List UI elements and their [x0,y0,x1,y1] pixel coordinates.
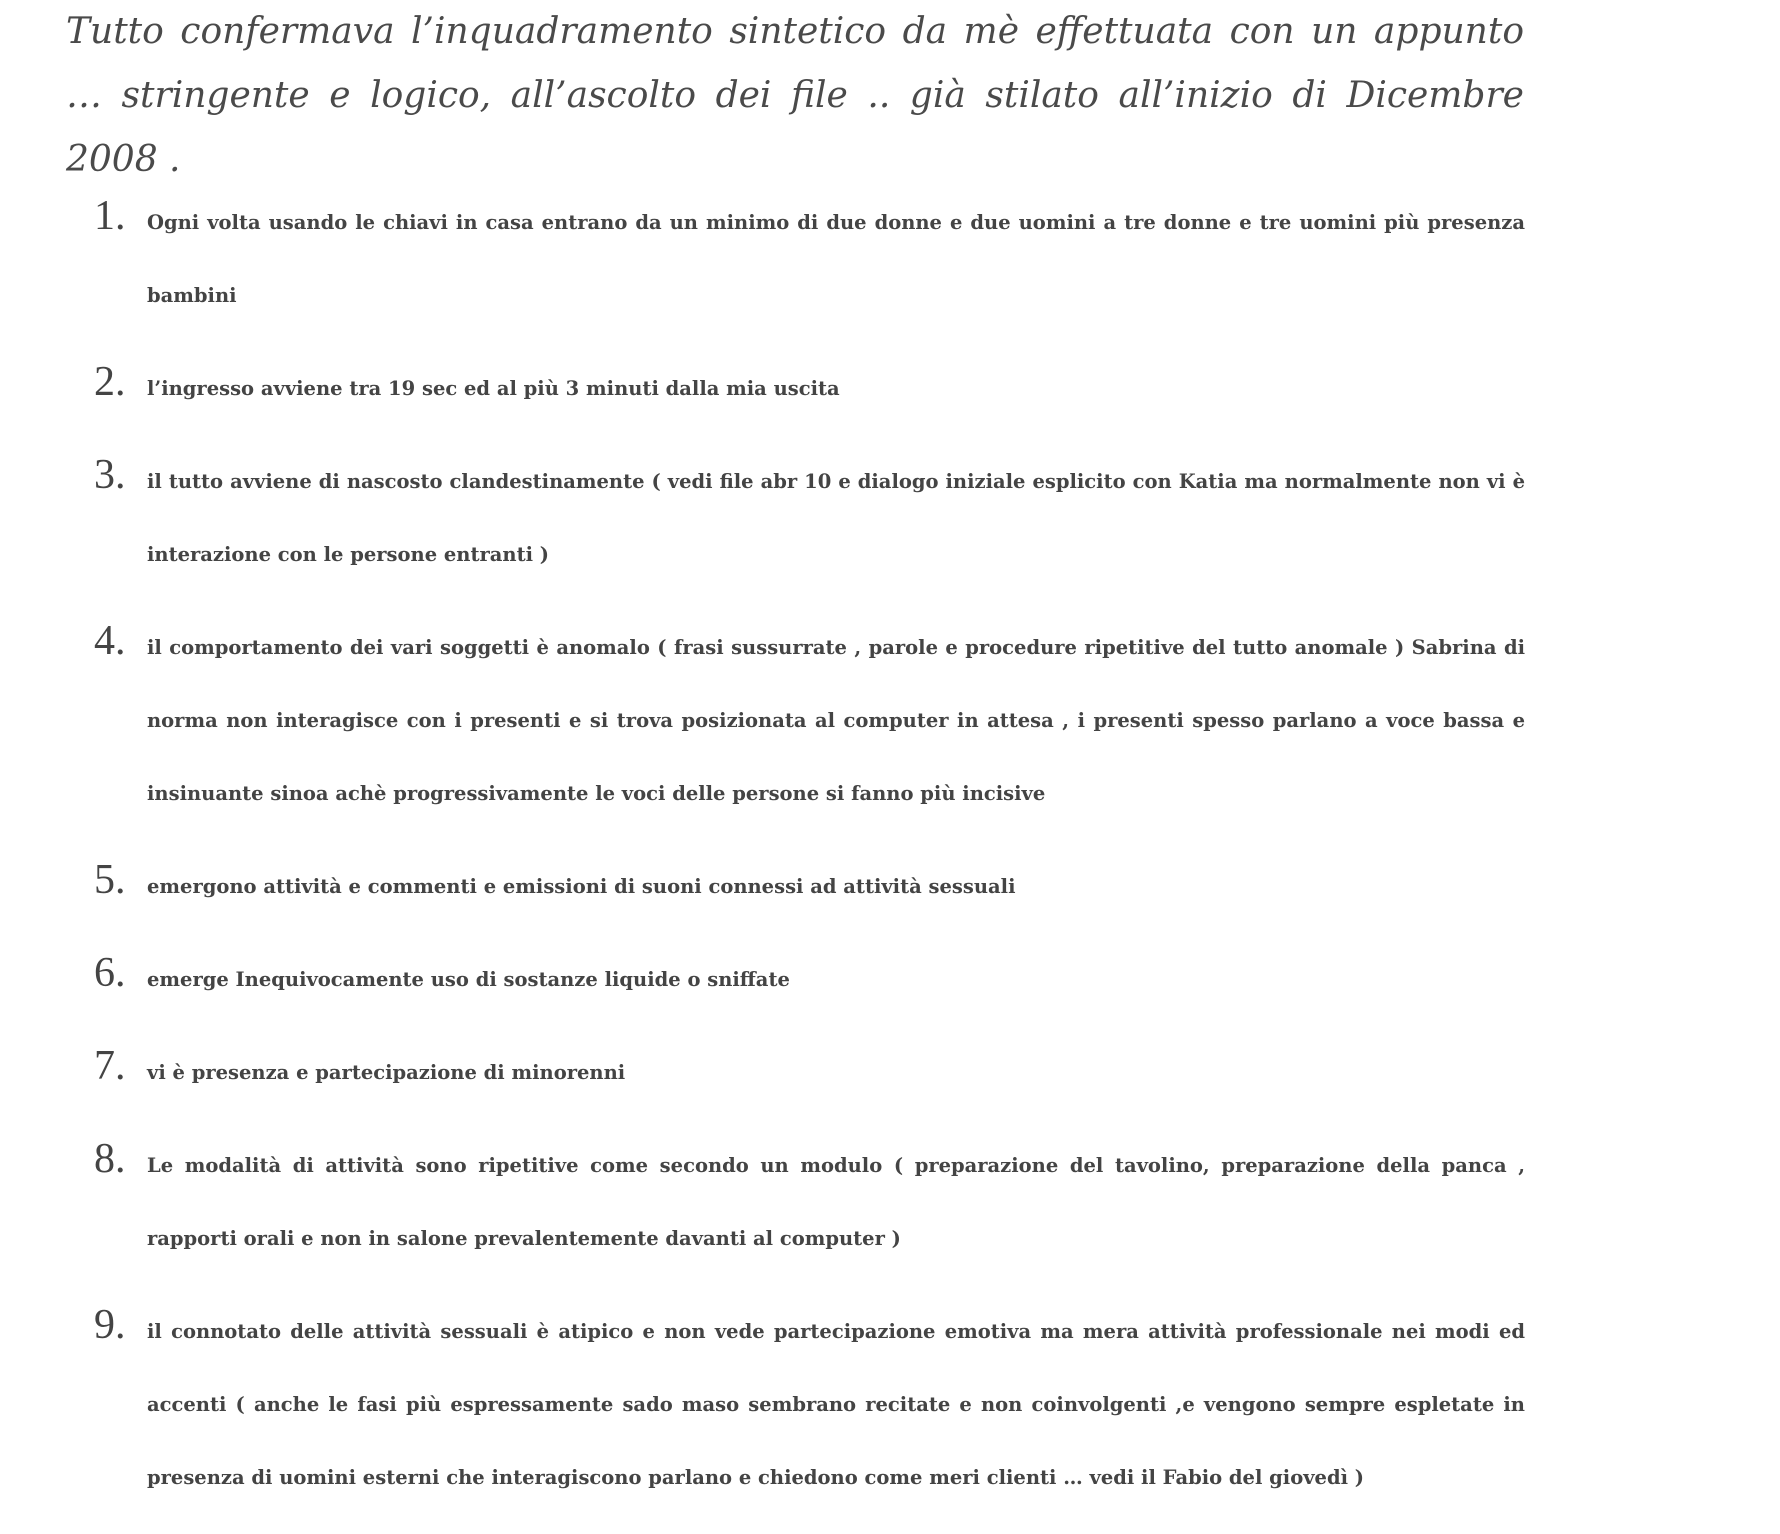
list-item-text: l’ingresso avviene tra 19 sec ed al più 3 minuti dalla mia uscita [147,377,840,400]
list-item [0,352,1780,425]
list-item [0,611,1780,830]
list-item-text: emerge Inequivocamente uso di sostanze liquide o sniffate [147,968,790,991]
list-item [0,850,1780,923]
intro-paragraph: Tutto confermava l’inquadramento sintetico da mè effettuata con un appunto … stringente e logico, all’ascolto dei file .. già stilato all’inizio di Dicembre 2008 . [66,11,1524,180]
list-item [0,186,1780,332]
list-item-number: 7. [94,1043,126,1089]
numbered-list [0,186,1780,1534]
list-item-text: il connotato delle attività sessuali è atipico e non vede partecipazione emotiva ma mera attività professionale nei modi ed accenti ( anche le fasi più espressamente sado maso sembrano recitate e non coinvolgenti ,e vengono sempre espletate in presenza di uomini esterni che interagiscono parlano e chiedono come meri clienti … vedi il Fabio del giovedì ) [147,1320,1525,1489]
list-item-number: 2. [94,359,126,405]
list-item-number: 3. [94,452,126,498]
list-item-text: il comportamento dei vari soggetti è anomalo ( frasi sussurrate , parole e procedure ripetitive del tutto anomale ) Sabrina di norma non interagisce con i presenti e si trova posizionata al computer in attesa , i presenti spesso parlano a voce bassa e insinuante sinoa achè progressivamente le voci delle persone si fanno più incisive [147,636,1525,805]
list-item-number: 5. [94,857,126,903]
list-item [0,1129,1780,1275]
list-item-text: Ogni volta usando le chiavi in casa entrano da un minimo di due donne e due uomini a tre donne e tre uomini più presenza bambini [147,211,1525,307]
list-item-text: Le modalità di attività sono ripetitive come secondo un modulo ( preparazione del tavolino, preparazione della panca , rapporti orali e non in salone prevalentemente davanti al computer ) [147,1154,1525,1250]
list-item-text: emergono attività e commenti e emissioni di suoni connessi ad attività sessuali [147,875,1016,898]
list-item [0,445,1780,591]
list-item [0,1295,1780,1514]
list-item-number: 8. [94,1136,126,1182]
list-item-number: 6. [94,950,126,996]
list-item-text: il tutto avviene di nascosto clandestinamente ( vedi file abr 10 e dialogo iniziale esplicito con Katia ma normalmente non vi è interazione con le persone entranti ) [147,470,1525,566]
list-item-number: 4. [94,618,126,664]
list-item [0,943,1780,1016]
list-item-text: vi è presenza e partecipazione di minorenni [147,1061,626,1084]
list-item-number: 9. [94,1302,126,1348]
list-item-number: 1. [94,193,126,239]
list-item [0,1036,1780,1109]
